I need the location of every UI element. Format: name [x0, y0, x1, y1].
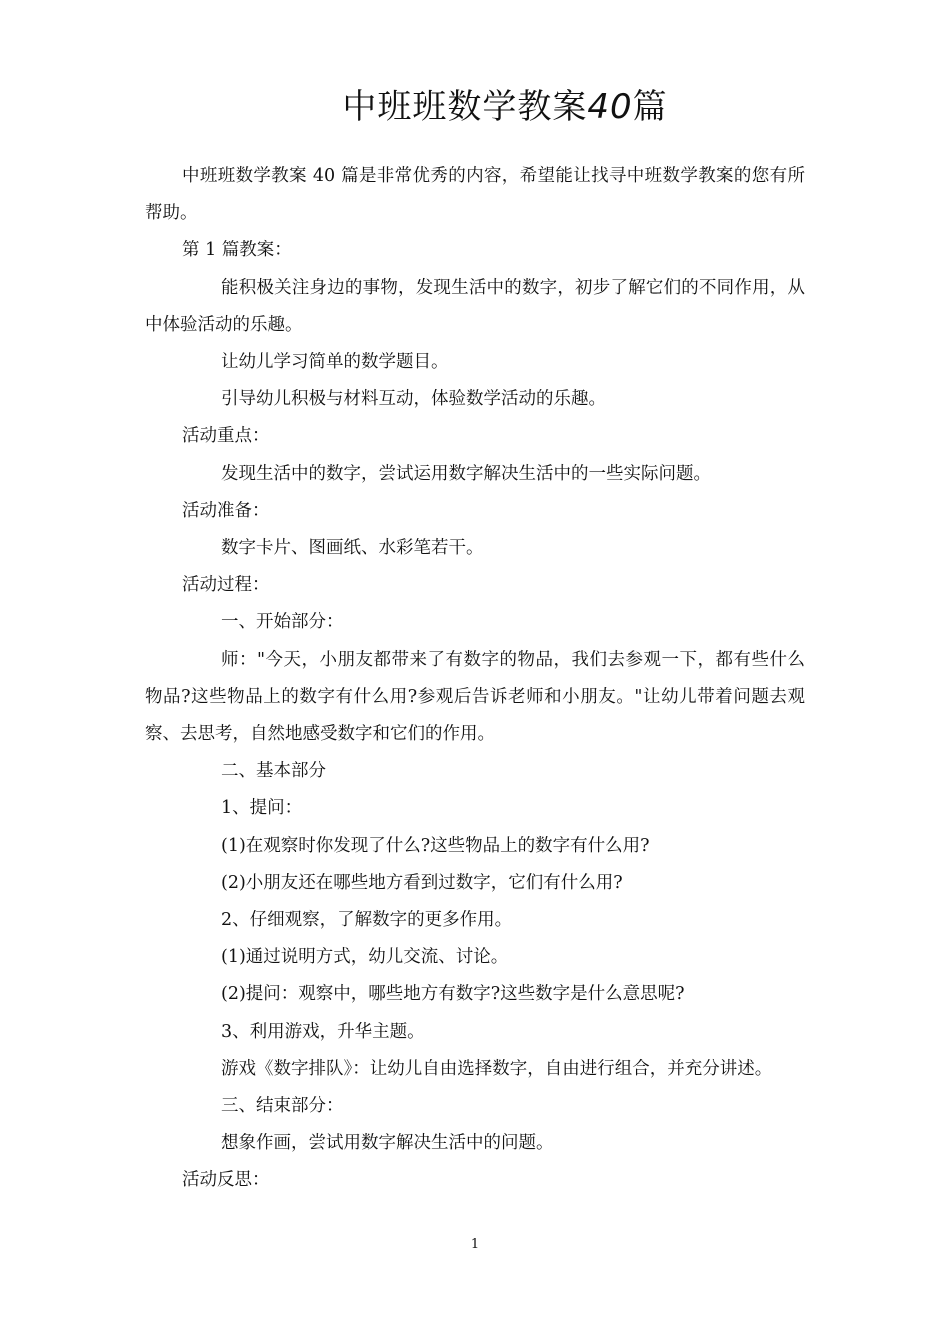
list-item: 1、提问： [221, 798, 303, 819]
list-item: (2)小朋友还在哪些地方看到过数字，它们有什么用? [221, 872, 623, 893]
section-heading: 活动过程： [182, 575, 270, 596]
goal-paragraph: 能积极关注身边的事物，发现生活中的数字，初步了解它们的不同作用，从中体验活动的乐趣。 [145, 277, 805, 335]
body-paragraph: 发现生活中的数字，尝试运用数字解决生活中的一些实际问题。 [221, 463, 711, 484]
page-number: 1 [470, 1237, 480, 1252]
list-item: 2、仔细观察，了解数字的更多作用。 [221, 910, 513, 931]
document-body [145, 158, 805, 1200]
body-paragraph: 师："今天，小朋友都带来了有数字的物品，我们去参观一下，都有些什么物品?这些物品上的数字有什么用?参观后告诉老师和小朋友。"让幼儿带着问题去观察、去思考，自然地感受数字和它们的作用。 [145, 649, 805, 745]
body-paragraph: 数字卡片、图画纸、水彩笔若干。 [221, 538, 484, 559]
document-title [0, 84, 950, 130]
goal-paragraph: 让幼儿学习简单的数学题目。 [221, 352, 449, 373]
body-paragraph: 想象作画，尝试用数字解决生活中的问题。 [221, 1133, 554, 1154]
list-item: (2)提问：观察中，哪些地方有数字?这些数字是什么意思呢? [221, 984, 685, 1005]
intro-paragraph: 中班班数学教案 40 篇是非常优秀的内容，希望能让找寻中班数学教案的您有所帮助。 [145, 166, 805, 224]
section-heading: 活动重点： [182, 426, 270, 447]
lesson-heading: 第 1 篇教案： [182, 240, 292, 261]
list-item: 3、利用游戏，升华主题。 [221, 1021, 425, 1042]
subsection-heading: 一、开始部分： [221, 612, 344, 633]
subsection-heading: 三、结束部分： [221, 1096, 344, 1117]
title-suffix: 篇 [632, 87, 668, 127]
title-main: 中班班数学教案 [342, 87, 588, 127]
list-item: (1)通过说明方式，幼儿交流、讨论。 [221, 947, 509, 968]
list-item: (1)在观察时你发现了什么?这些物品上的数字有什么用? [221, 835, 650, 856]
title-number: 40 [587, 87, 633, 127]
section-heading: 活动准备： [182, 500, 270, 521]
section-heading: 活动反思： [182, 1170, 270, 1191]
subsection-heading: 二、基本部分 [221, 761, 326, 782]
body-paragraph: 游戏《数字排队》：让幼儿自由选择数字，自由进行组合，并充分讲述。 [221, 1058, 773, 1079]
goal-paragraph: 引导幼儿积极与材料互动，体验数学活动的乐趣。 [221, 389, 606, 410]
